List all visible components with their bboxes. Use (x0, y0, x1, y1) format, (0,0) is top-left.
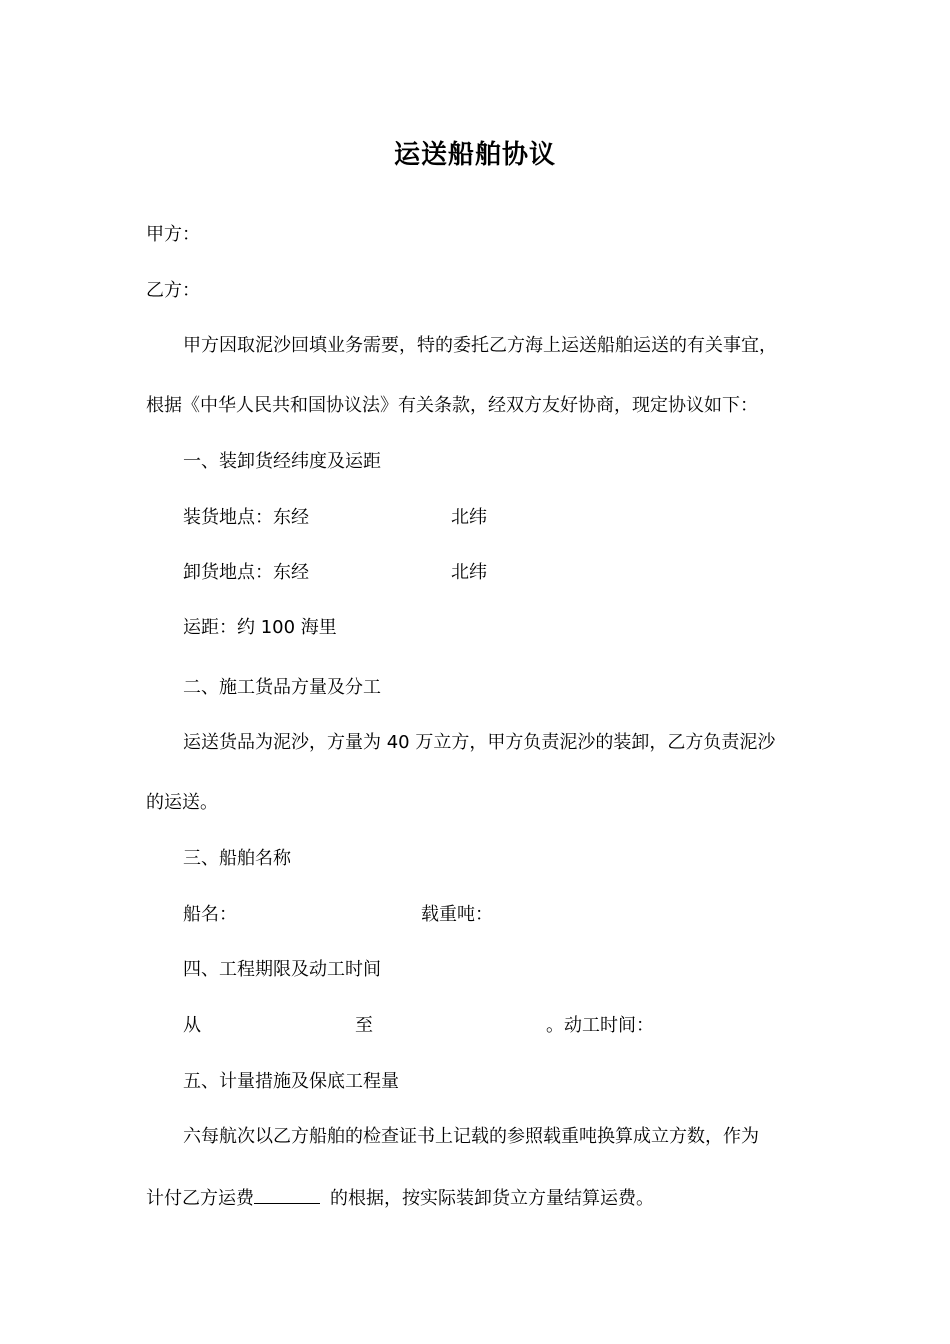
section1-heading: 一、装卸货经纬度及运距 (183, 451, 381, 472)
party-b-label: 乙方： (146, 280, 200, 301)
loading-latitude-label: 北纬 (451, 507, 487, 528)
section5-heading: 五、计量措施及保底工程量 (183, 1071, 399, 1092)
document-title: 运送船舶协议 (393, 140, 556, 170)
party-a-label: 甲方： (146, 224, 200, 245)
section5-paragraph-line1: 六每航次以乙方船舶的检查证书上记载的参照载重吨换算成立方数，作为 (183, 1126, 759, 1147)
start-time-label: 。动工时间： (546, 1015, 654, 1036)
freight-basis-text: 的根据，按实际装卸货立方量结算运费。 (330, 1188, 654, 1209)
freight-blank-field (254, 1185, 320, 1204)
unloading-location-label: 卸货地点：东经 (183, 562, 309, 583)
section2-paragraph-line2: 的运送。 (146, 792, 218, 813)
tonnage-label: 载重吨： (421, 904, 493, 925)
section2-paragraph-line1: 运送货品为泥沙，方量为 40 万立方，甲方负责泥沙的装卸，乙方负责泥沙 (183, 732, 776, 753)
period-from-label: 从 (183, 1015, 201, 1036)
ship-name-label: 船名： (183, 904, 237, 925)
freight-label: 计付乙方运费 (146, 1188, 254, 1209)
section2-heading: 二、施工货品方量及分工 (183, 677, 381, 698)
period-to-label: 至 (355, 1015, 373, 1036)
section5-paragraph-line2 (146, 1185, 654, 1212)
loading-location-label: 装货地点：东经 (183, 507, 309, 528)
section3-heading: 三、船舶名称 (183, 848, 291, 869)
unloading-latitude-label: 北纬 (451, 562, 487, 583)
section4-heading: 四、工程期限及动工时间 (183, 959, 381, 980)
transport-distance: 运距：约 100 海里 (183, 617, 337, 638)
intro-paragraph-line2: 根据《中华人民共和国协议法》有关条款，经双方友好协商，现定协议如下： (146, 395, 758, 416)
intro-paragraph-line1: 甲方因取泥沙回填业务需要，特的委托乙方海上运送船舶运送的有关事宜， (183, 335, 777, 356)
